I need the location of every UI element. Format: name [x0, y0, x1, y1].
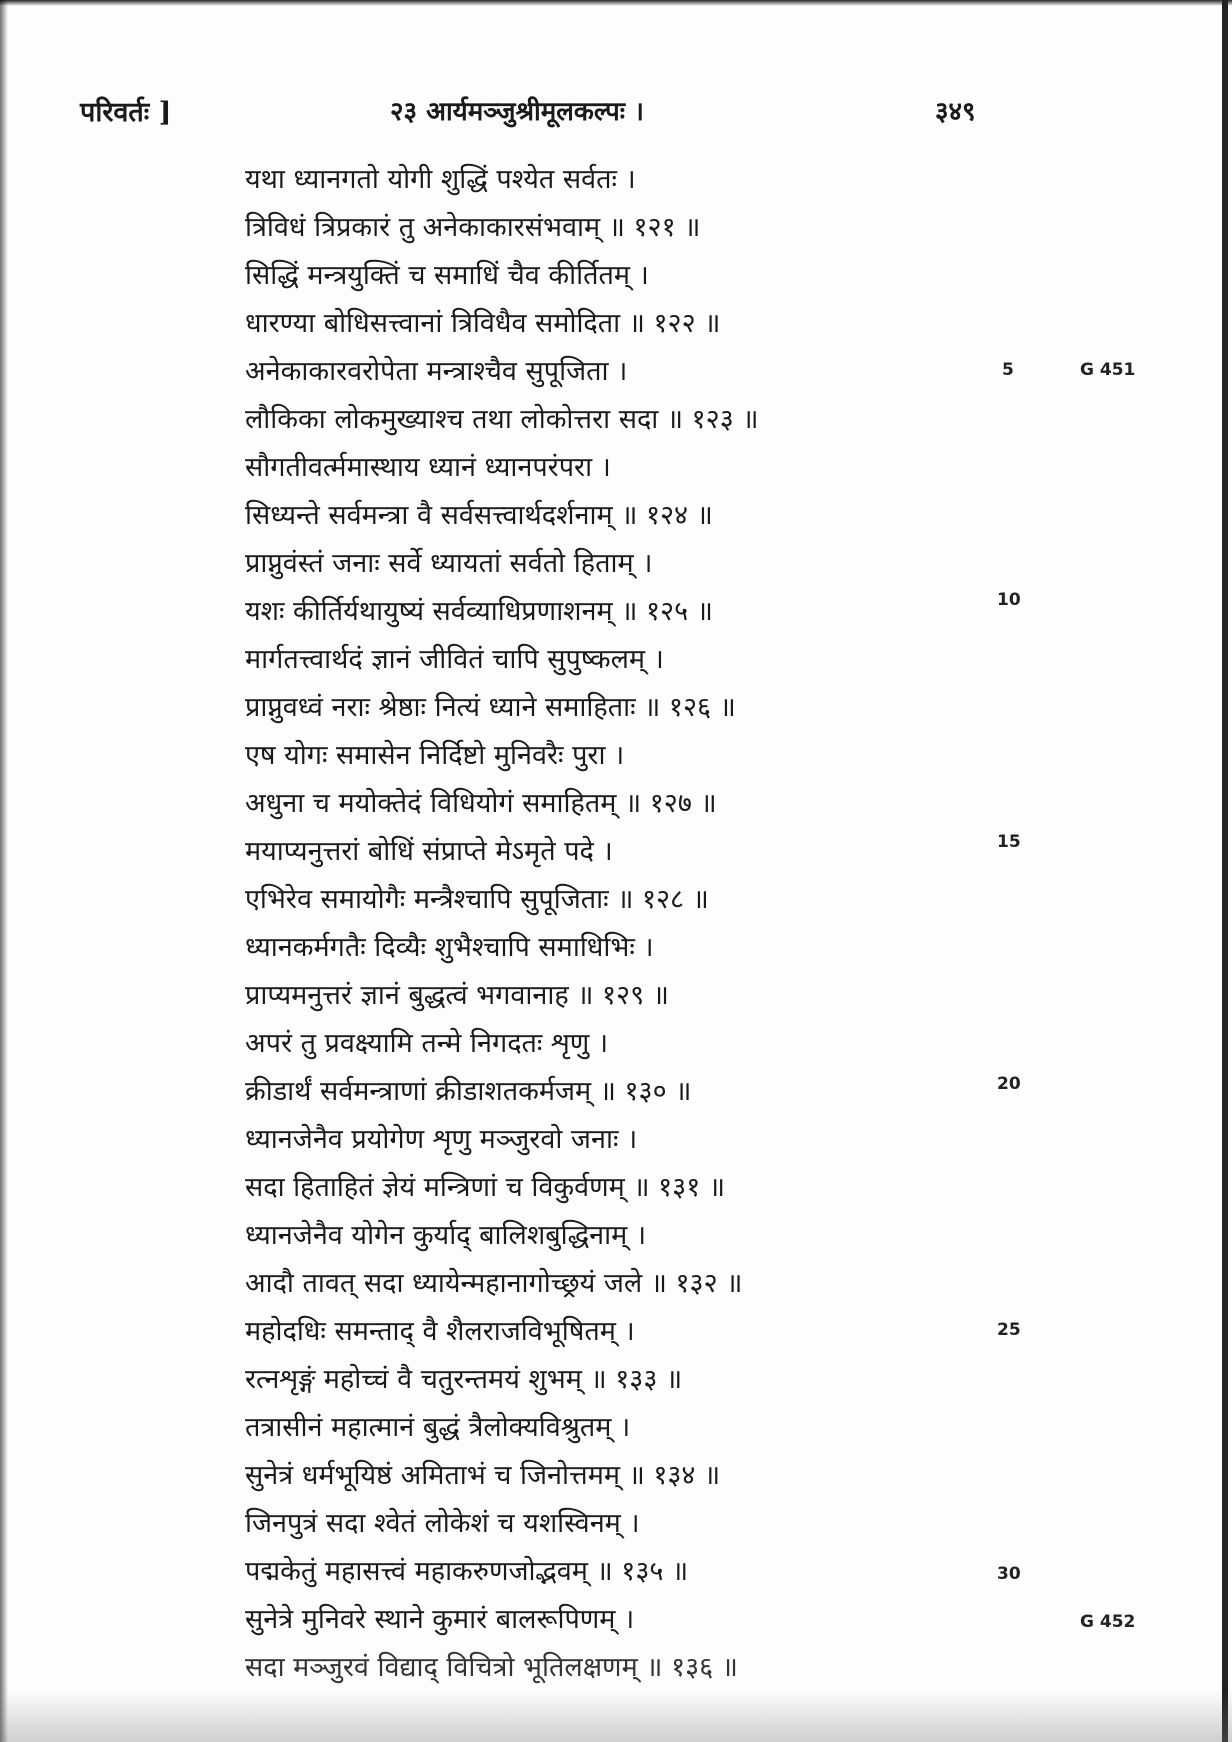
- edition-reference: G 451: [1080, 360, 1136, 380]
- page-number: ३४९: [935, 97, 976, 127]
- verse-line: पद्मकेतुं महासत्त्वं महाकरुणजोद्भवम् ॥ १३५ ॥: [245, 1556, 689, 1587]
- line-number-marker: 5: [1002, 360, 1014, 380]
- line-number-marker: 30: [997, 1564, 1021, 1584]
- verse-line: सुनेत्रं धर्मभूयिष्ठं अमिताभं च जिनोत्तमम् ॥ १३४ ॥: [245, 1460, 721, 1491]
- chapter-label: परिवर्तः ]: [80, 97, 172, 128]
- page-title: २३ आर्यमञ्जुश्रीमूलकल्पः ।: [390, 97, 644, 127]
- verse-line: सुनेत्रे मुनिवरे स्थाने कुमारं बालरूपिणम् ।: [245, 1604, 635, 1635]
- verse-line: सिध्यन्ते सर्वमन्त्रा वै सर्वसत्त्वार्थदर्शनाम् ॥ १२४ ॥: [245, 500, 713, 531]
- verse-line: जिनपुत्रं सदा श्वेतं लोकेशं च यशस्विनम् ।: [245, 1508, 640, 1539]
- verse-line: यथा ध्यानगतो योगी शुद्धिं पश्येत सर्वतः ।: [245, 164, 636, 195]
- edition-reference: G 452: [1080, 1612, 1136, 1632]
- verse-line: प्राप्नुवंस्तं जनाः सर्वे ध्यायतां सर्वतो हिताम् ।: [245, 548, 653, 579]
- verse-line: तत्रासीनं महात्मानं बुद्धं त्रैलोक्यविश्रुतम् ।: [245, 1412, 631, 1443]
- verse-line: त्रिविधं त्रिप्रकारं तु अनेकाकारसंभवाम् ॥ १२१ ॥: [245, 212, 701, 243]
- scan-edge-top: [0, 0, 1232, 6]
- scan-edge-left: [0, 0, 8, 1742]
- verse-line: अपरं तु प्रवक्ष्यामि तन्मे निगदतः शृणु ।: [245, 1028, 609, 1059]
- scan-edge-right: [1222, 0, 1228, 1742]
- verse-line: सदा हिताहितं ज्ञेयं मन्त्रिणां च विकुर्वणम् ॥ १३१ ॥: [245, 1172, 726, 1203]
- verse-line: प्राप्नुवध्वं नराः श्रेष्ठाः नित्यं ध्याने समाहिताः ॥ १२६ ॥: [245, 692, 736, 723]
- verse-line: रत्नशृङ्गं महोच्चं वै चतुरन्तमयं शुभम् ॥ १३३ ॥: [245, 1364, 683, 1395]
- line-number-marker: 15: [997, 832, 1021, 852]
- verse-line: क्रीडार्थं सर्वमन्त्राणां क्रीडाशतकर्मजम् ॥ १३० ॥: [245, 1076, 692, 1107]
- verse-line: महोदधिः समन्ताद् वै शैलराजविभूषितम् ।: [245, 1316, 635, 1347]
- verse-line: सदा मञ्जुरवं विद्याद् विचित्रो भूतिलक्षणम् ॥ १३६ ॥: [245, 1652, 738, 1683]
- verse-line: मयाप्यनुत्तरां बोधिं संप्राप्ते मेऽमृते पदे ।: [245, 836, 613, 867]
- verse-line: मार्गतत्त्वार्थदं ज्ञानं जीवितं चापि सुपुष्कलम् ।: [245, 644, 664, 675]
- line-number-marker: 20: [997, 1074, 1021, 1094]
- running-header: [80, 92, 1040, 132]
- line-number-marker: 25: [997, 1320, 1021, 1340]
- verse-line: सौगतीवर्त्ममास्थाय ध्यानं ध्यानपरंपरा ।: [245, 452, 611, 483]
- verse-line: ध्यानजेनैव योगेन कुर्याद् बालिशबुद्धिनाम् ।: [245, 1220, 647, 1251]
- verse-line: ध्यानजेनैव प्रयोगेण शृणु मञ्जुरवो जनाः ।: [245, 1124, 638, 1155]
- verse-line: सिद्धिं मन्त्रयुक्तिं च समाधिं चैव कीर्तितम् ।: [245, 260, 649, 291]
- verse-line: लौकिका लोकमुख्याश्च तथा लोकोत्तरा सदा ॥ १२३ ॥: [245, 404, 759, 435]
- verse-line: एभिरेव समायोगैः मन्त्रैश्चापि सुपूजिताः ॥ १२८ ॥: [245, 884, 709, 915]
- verse-line: अनेकाकारवरोपेता मन्त्राश्चैव सुपूजिता ।: [245, 356, 628, 387]
- verse-line: यशः कीर्तिर्यथायुष्यं सर्वव्याधिप्रणाशनम् ॥ १२५ ॥: [245, 596, 713, 627]
- verse-line: एष योगः समासेन निर्दिष्टो मुनिवरैः पुरा ।: [245, 740, 625, 771]
- verse-line: ध्यानकर्मगतैः दिव्यैः शुभैश्चापि समाधिभिः ।: [245, 932, 654, 963]
- line-number-marker: 10: [997, 590, 1021, 610]
- verse-line: प्राप्यमनुत्तरं ज्ञानं बुद्धत्वं भगवानाह ॥ १२९ ॥: [245, 980, 669, 1011]
- verse-line: आदौ तावत् सदा ध्यायेन्महानागोच्छ्रयं जले ॥ १३२ ॥: [245, 1268, 743, 1299]
- verse-line: अधुना च मयोक्तेदं विधियोगं समाहितम् ॥ १२७ ॥: [245, 788, 717, 819]
- verse-text: [245, 156, 945, 1692]
- scan-edge-bottom: [0, 1690, 1232, 1742]
- verse-line: धारण्या बोधिसत्त्वानां त्रिविधैव समोदिता ॥ १२२ ॥: [245, 308, 721, 339]
